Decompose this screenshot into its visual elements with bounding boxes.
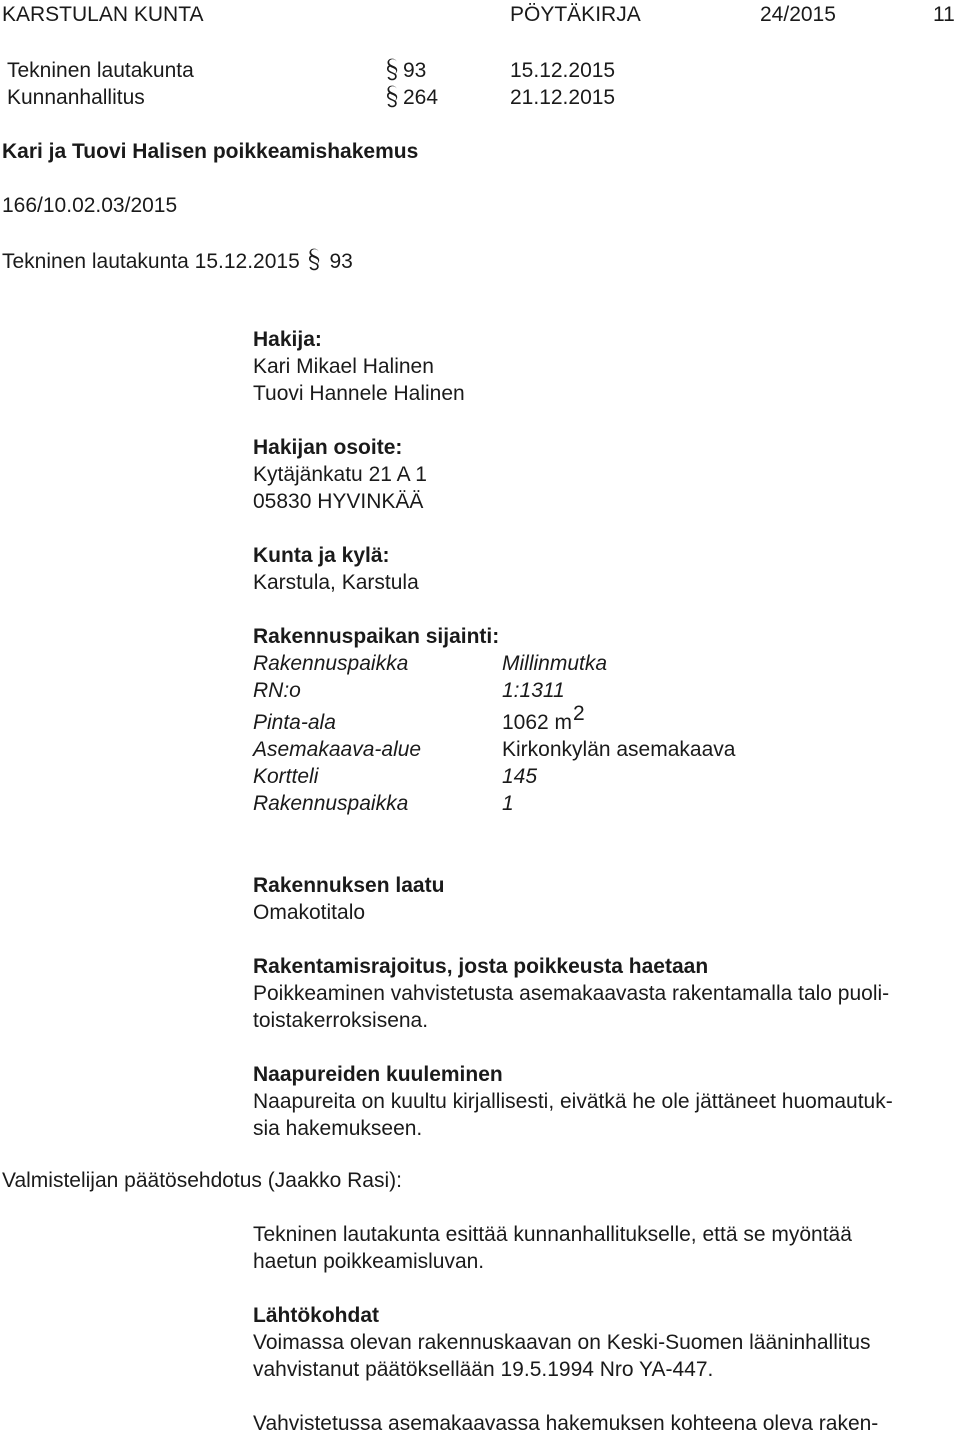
location-label: Pinta-ala	[253, 711, 336, 734]
meeting-date: 15.12.2015	[510, 59, 616, 82]
location-value	[502, 702, 585, 736]
basis-heading: Lähtökohdat	[253, 1304, 379, 1327]
address-line: Kytäjänkatu 21 A 1	[253, 463, 427, 486]
basis-text: Voimassa olevan rakennuskaavan on Keski-Suomen lääninhallitus	[253, 1331, 871, 1354]
restriction-heading: Rakentamisrajoitus, josta poikkeusta haetaan	[253, 955, 709, 978]
building-type-value: Omakotitalo	[253, 901, 366, 924]
area-value: 1062 m	[502, 711, 573, 734]
village-heading: Kunta ja kylä:	[253, 544, 390, 567]
continued-text: Vahvistetussa asemakaavassa hakemuksen kohteena oleva raken-	[253, 1412, 879, 1435]
location-label: Kortteli	[253, 765, 319, 788]
document-number: 24/2015	[760, 3, 836, 26]
municipality-name: KARSTULAN KUNTA	[2, 3, 204, 26]
location-value: 1:1311	[502, 679, 565, 702]
document-type: PÖYTÄKIRJA	[510, 3, 641, 26]
location-value: Millinmutka	[502, 652, 608, 675]
location-heading: Rakennuspaikan sijainti:	[253, 625, 500, 648]
reference-number: 166/10.02.03/2015	[2, 194, 178, 217]
neighbours-text: sia hakemukseen.	[253, 1117, 423, 1140]
section-sign-icon	[384, 83, 402, 112]
location-value: 1	[502, 792, 514, 815]
location-value: 145	[502, 765, 538, 788]
restriction-text: Poikkeaminen vahvistetusta asemakaavasta rakentamalla talo puoli-	[253, 982, 890, 1005]
building-type-heading: Rakennuksen laatu	[253, 874, 445, 897]
location-label: Asemakaava-alue	[253, 738, 422, 761]
location-value: Kirkonkylän asemakaava	[502, 738, 736, 761]
neighbours-text: Naapureita on kuultu kirjallisesti, eivätkä he ole jättäneet huomautuk-	[253, 1090, 893, 1113]
meeting-number: 93	[403, 59, 427, 82]
area-unit-exponent: 2	[573, 702, 585, 725]
section-line-prefix: Tekninen lautakunta 15.12.2015	[2, 250, 300, 273]
section-sign-icon	[384, 56, 402, 85]
section-line-number: 93	[329, 250, 353, 273]
proposal-label: Valmistelijan päätösehdotus (Jaakko Rasi):	[2, 1169, 402, 1192]
village-value: Karstula, Karstula	[253, 571, 419, 594]
location-label: RN:o	[253, 679, 301, 702]
meeting-date: 21.12.2015	[510, 86, 616, 109]
address-heading: Hakijan osoite:	[253, 436, 403, 459]
basis-text: vahvistanut päätöksellään 19.5.1994 Nro YA-447.	[253, 1358, 714, 1381]
page-number: 11	[933, 3, 955, 26]
meeting-number: 264	[403, 86, 439, 109]
neighbours-heading: Naapureiden kuuleminen	[253, 1063, 503, 1086]
section-line	[2, 246, 353, 275]
applicant-name: Tuovi Hannele Halinen	[253, 382, 465, 405]
meeting-body: Tekninen lautakunta	[7, 59, 194, 82]
applicant-heading: Hakija:	[253, 328, 322, 351]
applicant-name: Kari Mikael Halinen	[253, 355, 434, 378]
matter-title: Kari ja Tuovi Halisen poikkeamishakemus	[2, 140, 419, 163]
meeting-body: Kunnanhallitus	[7, 86, 145, 109]
proposal-text: haetun poikkeamisluvan.	[253, 1250, 485, 1273]
location-label: Rakennuspaikka	[253, 792, 409, 815]
address-line: 05830 HYVINKÄÄ	[253, 490, 424, 513]
restriction-text: toistakerroksisena.	[253, 1009, 429, 1032]
section-sign-icon	[306, 246, 324, 272]
location-label: Rakennuspaikka	[253, 652, 409, 675]
proposal-text: Tekninen lautakunta esittää kunnanhallitukselle, että se myöntää	[253, 1223, 852, 1246]
